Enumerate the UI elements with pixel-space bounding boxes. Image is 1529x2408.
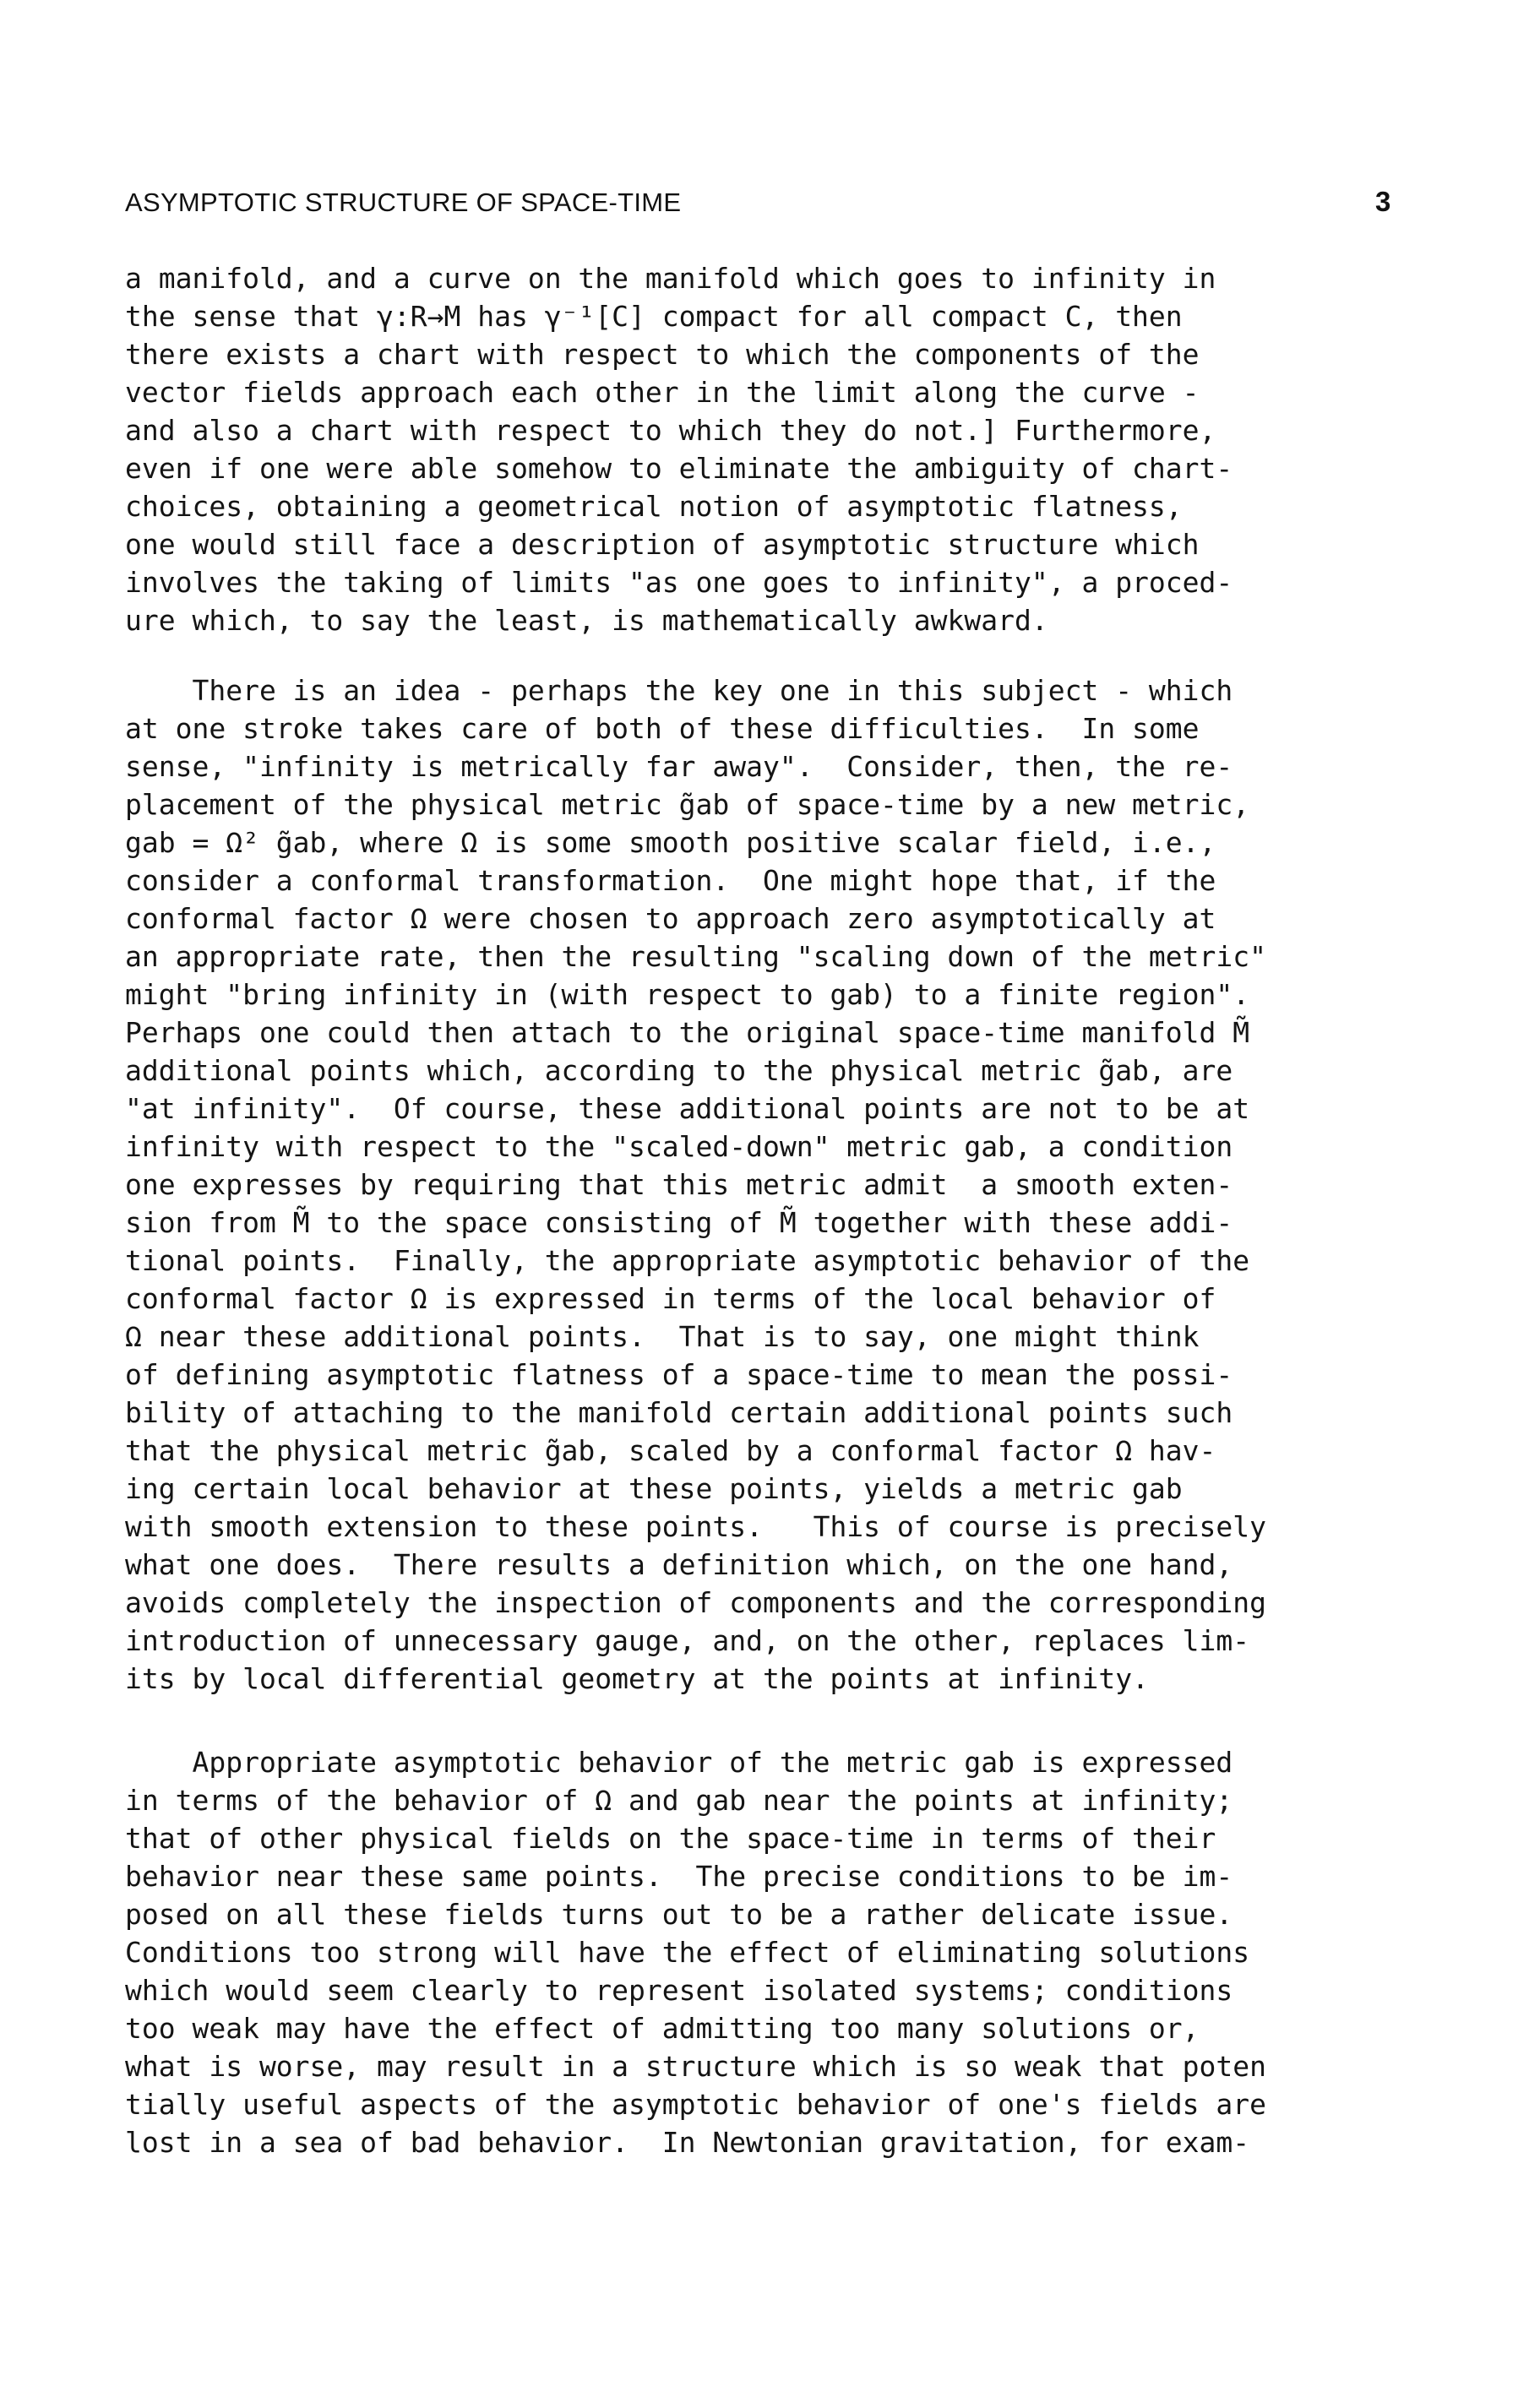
text-line: too weak may have the effect of admitting too many solutions or, [125, 2012, 1200, 2045]
text-line: introduction of unnecessary gauge, and, on the other, replaces lim- [125, 1624, 1250, 1657]
paragraph-conformal-idea [125, 671, 1417, 1698]
text-line: posed on all these fields turns out to be a rather delicate issue. [125, 1898, 1233, 1931]
text-line: tional points. Finally, the appropriate asymptotic behavior of the [125, 1244, 1250, 1277]
text-line: conformal factor Ω is expressed in terms of the local behavior of [125, 1282, 1216, 1315]
text-line: behavior near these same points. The precise conditions to be im- [125, 1860, 1233, 1893]
text-line: that of other physical fields on the space-time in terms of their [125, 1822, 1216, 1855]
text-line: its by local differential geometry at the points at infinity. [125, 1662, 1149, 1695]
text-line: one expresses by requiring that this metric admit a smooth exten- [125, 1168, 1233, 1201]
text-line: vector fields approach each other in the limit along the curve - [125, 376, 1200, 409]
text-line: There is an idea - perhaps the key one in this subject - which [125, 674, 1233, 707]
text-line: Appropriate asymptotic behavior of the metric gab is expressed [125, 1746, 1233, 1779]
text-line: there exists a chart with respect to which the components of the [125, 338, 1200, 371]
text-line: that the physical metric g̃ab, scaled by a conformal factor Ω hav- [125, 1434, 1216, 1467]
text-line: additional points which, according to the physical metric g̃ab, are [125, 1054, 1233, 1087]
text-line: infinity with respect to the "scaled-down" metric gab, a condition [125, 1130, 1233, 1163]
text-line: involves the taking of limits "as one goes to infinity", a proced- [125, 566, 1233, 599]
text-line: Conditions too strong will have the effect of eliminating solutions [125, 1936, 1250, 1969]
text-line: "at infinity". Of course, these additional points are not to be at [125, 1092, 1250, 1125]
text-line: might "bring infinity in (with respect to gab) to a finite region". [125, 978, 1250, 1011]
text-line: choices, obtaining a geometrical notion of asymptotic flatness, [125, 490, 1183, 523]
text-line: ure which, to say the least, is mathematically awkward. [125, 604, 1048, 637]
text-line: gab = Ω² g̃ab, where Ω is some smooth positive scalar field, i.e., [125, 826, 1216, 859]
text-line: tially useful aspects of the asymptotic behavior of one's fields are [125, 2088, 1267, 2121]
text-line: lost in a sea of bad behavior. In Newtonian gravitation, for exam- [125, 2126, 1250, 2159]
text-line: conformal factor Ω were chosen to approach zero asymptotically at [125, 902, 1216, 935]
paragraph-asymptotic-conditions [125, 1743, 1417, 2161]
text-line: sense, "infinity is metrically far away". Consider, then, the re- [125, 750, 1233, 783]
text-line: avoids completely the inspection of components and the corresponding [125, 1586, 1267, 1619]
text-line: Perhaps one could then attach to the original space-time manifold M̃ [125, 1016, 1250, 1049]
text-line: with smooth extension to these points. This of course is precisely [125, 1510, 1267, 1543]
text-line: which would seem clearly to represent isolated systems; conditions [125, 1974, 1233, 2007]
paragraph-chart-ambiguity [125, 259, 1417, 639]
page-number: 3 [1375, 186, 1391, 217]
text-line: Ω near these additional points. That is to say, one might think [125, 1320, 1200, 1353]
text-line: placement of the physical metric g̃ab of space-time by a new metric, [125, 788, 1250, 821]
text-line: ing certain local behavior at these points, yields a metric gab [125, 1472, 1183, 1505]
text-line: what one does. There results a definition which, on the one hand, [125, 1548, 1233, 1581]
text-line: an appropriate rate, then the resulting "scaling down of the metric" [125, 940, 1267, 973]
text-line: consider a conformal transformation. One might hope that, if the [125, 864, 1216, 897]
text-line: bility of attaching to the manifold certain additional points such [125, 1396, 1233, 1429]
text-line: what is worse, may result in a structure which is so weak that poten [125, 2050, 1267, 2083]
text-line: even if one were able somehow to eliminate the ambiguity of chart- [125, 452, 1233, 485]
text-line: a manifold, and a curve on the manifold which goes to infinity in [125, 262, 1216, 295]
text-line: and also a chart with respect to which they do not.] Furthermore, [125, 414, 1216, 447]
text-line: sion from M̃ to the space consisting of M̃ together with these addi- [125, 1206, 1233, 1239]
text-line: of defining asymptotic flatness of a space-time to mean the possi- [125, 1358, 1233, 1391]
text-line: at one stroke takes care of both of these difficulties. In some [125, 712, 1200, 745]
text-line: the sense that γ:R→M has γ⁻¹[C] compact for all compact C, then [125, 300, 1183, 333]
running-title: ASYMPTOTIC STRUCTURE OF SPACE-TIME [125, 188, 682, 217]
text-line: one would still face a description of asymptotic structure which [125, 528, 1200, 561]
text-line: in terms of the behavior of Ω and gab near the points at infinity; [125, 1784, 1233, 1817]
